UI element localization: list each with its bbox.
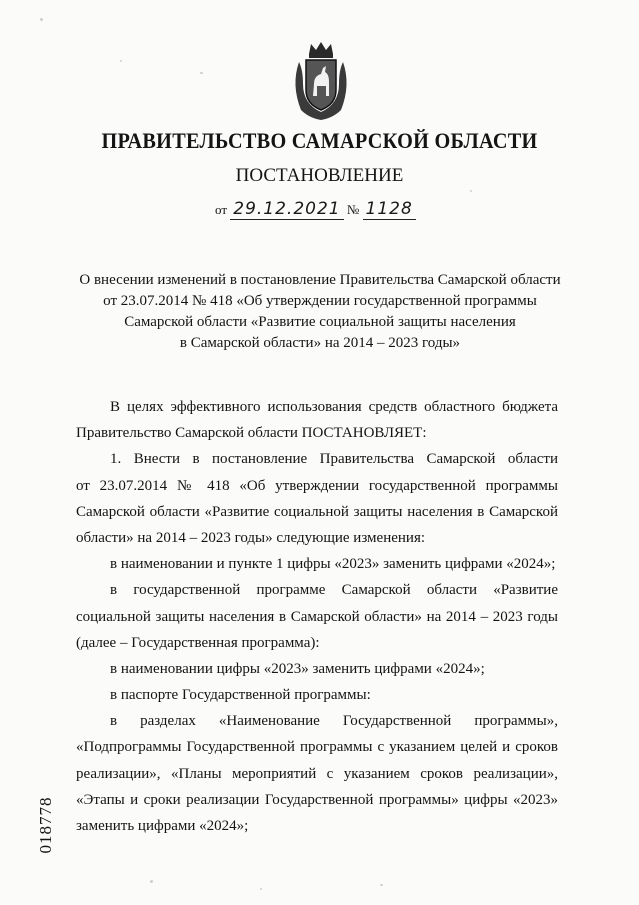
number-prefix: № bbox=[346, 202, 360, 217]
serial-number bbox=[36, 790, 56, 860]
body-line: заменить цифрами «2024»; bbox=[76, 818, 249, 834]
scan-speck bbox=[40, 18, 43, 21]
body-line: реализации», «Планы мероприятий с указанием сроков реализации», bbox=[76, 765, 558, 782]
scan-speck bbox=[120, 60, 122, 62]
scan-speck bbox=[200, 72, 203, 74]
date-number-line bbox=[215, 199, 416, 219]
scan-speck bbox=[470, 190, 472, 192]
scan-speck bbox=[380, 884, 383, 886]
document-date: 29.12.2021 bbox=[230, 199, 343, 220]
body-line: Правительство Самарской области ПОСТАНОВЛЯЕТ: bbox=[76, 425, 427, 442]
body-line: В целях эффективного использования средств областного бюджета bbox=[110, 399, 558, 415]
body-line: «Подпрограммы Государственной программы с указанием целей и сроков bbox=[76, 739, 558, 756]
coat-of-arms-emblem bbox=[289, 40, 353, 122]
body-line: «Этапы и сроки реализации Государственной программы» цифры «2023» bbox=[76, 791, 558, 808]
date-prefix: от bbox=[215, 202, 228, 217]
document-type: ПОСТАНОВЛЕНИЕ bbox=[235, 165, 404, 186]
body-line: 1. Внести в постановление Правительства Самарской области bbox=[110, 451, 558, 468]
scan-speck bbox=[260, 888, 262, 890]
document-body bbox=[76, 394, 558, 839]
body-line: в разделах «Наименование Государственной программы», bbox=[110, 713, 558, 730]
body-line: в наименовании цифры «2023» заменить цифрами «2024»; bbox=[110, 660, 485, 677]
subject-line: в Самарской области» на 2014 – 2023 годы» bbox=[179, 335, 461, 351]
body-line: области» на 2014 – 2023 годы» следующие изменения: bbox=[76, 529, 426, 546]
document-number: 1128 bbox=[363, 199, 416, 220]
body-line: Самарской области «Развитие социальной защиты населения в Самарской bbox=[76, 503, 558, 520]
scan-speck bbox=[150, 880, 153, 883]
document-subject bbox=[50, 270, 590, 354]
body-line: в наименовании и пункте 1 цифры «2023» заменить цифрами «2024»; bbox=[110, 556, 556, 573]
body-line: в паспорте Государственной программы: bbox=[110, 687, 371, 704]
body-line: в государственной программе Самарской области «Развитие bbox=[110, 582, 558, 599]
government-title: ПРАВИТЕЛЬСТВО САМАРСКОЙ ОБЛАСТИ bbox=[101, 128, 538, 153]
serial-number-text: 018778 bbox=[36, 796, 55, 854]
body-line: социальной защиты населения в Самарской области» на 2014 – 2023 годы bbox=[76, 608, 558, 625]
body-line: (далее – Государственная программа): bbox=[76, 634, 320, 651]
subject-line: О внесении изменений в постановление Правительства Самарской области bbox=[79, 272, 561, 288]
body-line: от 23.07.2014 № 418 «Об утверждении государственной программы bbox=[76, 477, 558, 494]
subject-line: Самарской области «Развитие социальной защиты населения bbox=[124, 314, 516, 330]
subject-line: от 23.07.2014 № 418 «Об утверждении государственной программы bbox=[103, 293, 537, 309]
